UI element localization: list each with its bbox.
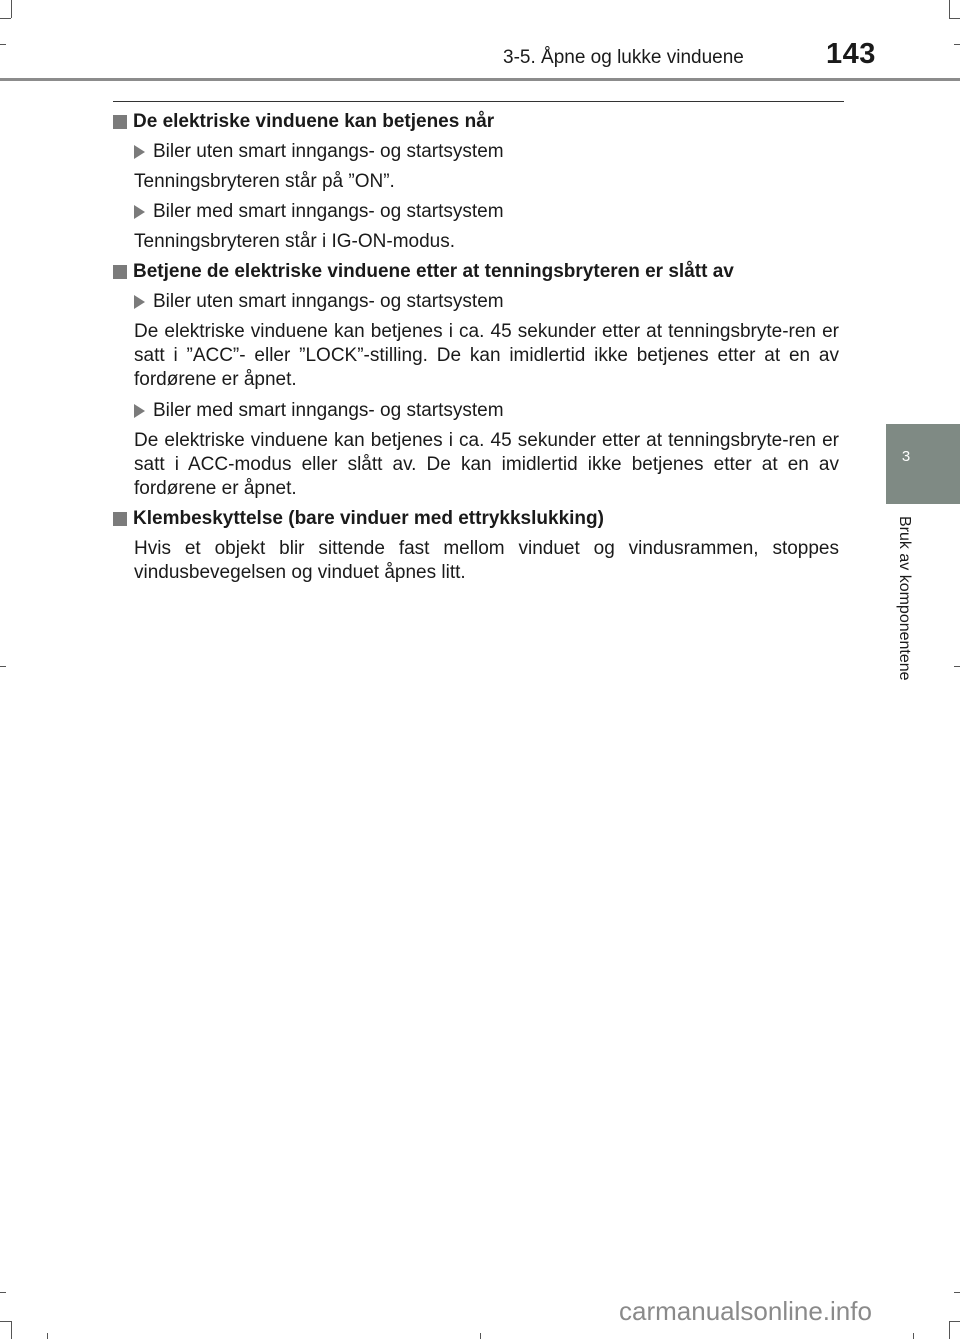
subheading: Biler med smart inngangs- og startsystem [113,200,839,224]
section-heading: Betjene de elektriske vinduene etter at tenningsbryteren er slått av [113,260,839,284]
crop-mark [949,0,950,18]
subheading: Biler uten smart inngangs- og startsystem [113,290,839,314]
crop-mark [954,666,960,667]
triangle-bullet-icon [134,295,145,309]
crop-mark [0,1292,6,1293]
triangle-bullet-icon [134,205,145,219]
paragraph: De elektriske vinduene kan betjenes i ca. 45 sekunder etter at tenningsbryte-ren er satt i ACC-modus eller slått av. De kan imidlertid ikke betjenes etter at en av fordørene er åpnet. [134,430,839,499]
paragraph: Tenningsbryteren står på ”ON”. [134,171,395,192]
crop-mark [949,18,960,19]
paragraph: De elektriske vinduene kan betjenes i ca. 45 sekunder etter at tenningsbryte-ren er satt i ”ACC”- eller ”LOCK”-stilling. De kan imidlertid ikke betjenes etter at en av fordørene er åpnet. [134,321,839,390]
section-heading: Klembeskyttelse (bare vinduer med ettrykkslukking) [113,507,839,531]
paragraph: Tenningsbryteren står i IG-ON-modus. [134,231,456,252]
subheading: Biler uten smart inngangs- og startsystem [113,140,839,164]
section-heading: De elektriske vinduene kan betjenes når [113,110,839,134]
crop-mark [954,1292,960,1293]
square-bullet-icon [113,512,127,526]
square-bullet-icon [113,265,127,279]
triangle-bullet-icon [134,145,145,159]
crop-mark [47,1333,48,1339]
header-rule [0,78,960,81]
crop-mark [0,18,11,19]
crop-mark [480,1333,481,1339]
chapter-number: 3 [901,448,911,465]
crop-mark [949,1321,950,1339]
page-number: 143 [826,38,876,70]
crop-mark [0,1321,11,1322]
crop-mark [949,1321,960,1322]
chapter-tab [886,424,960,504]
crop-mark [11,0,12,18]
crop-mark [0,666,6,667]
square-bullet-icon [113,115,127,129]
page-content [113,110,839,585]
crop-mark [0,44,6,45]
paragraph: Hvis et objekt blir sittende fast mellom vinduet og vindusrammen, stoppes vindusbevegelsen og vinduet åpnes litt. [134,538,839,583]
content-rule [113,101,844,102]
crop-mark [11,1321,12,1339]
crop-mark [913,1333,914,1339]
section-title: 3-5. Åpne og lukke vinduene [503,47,744,68]
watermark: carmanualsonline.info [619,1296,872,1326]
crop-mark [954,44,960,45]
subheading: Biler med smart inngangs- og startsystem [113,399,839,423]
chapter-label: Bruk av komponentene [896,516,913,681]
triangle-bullet-icon [134,404,145,418]
